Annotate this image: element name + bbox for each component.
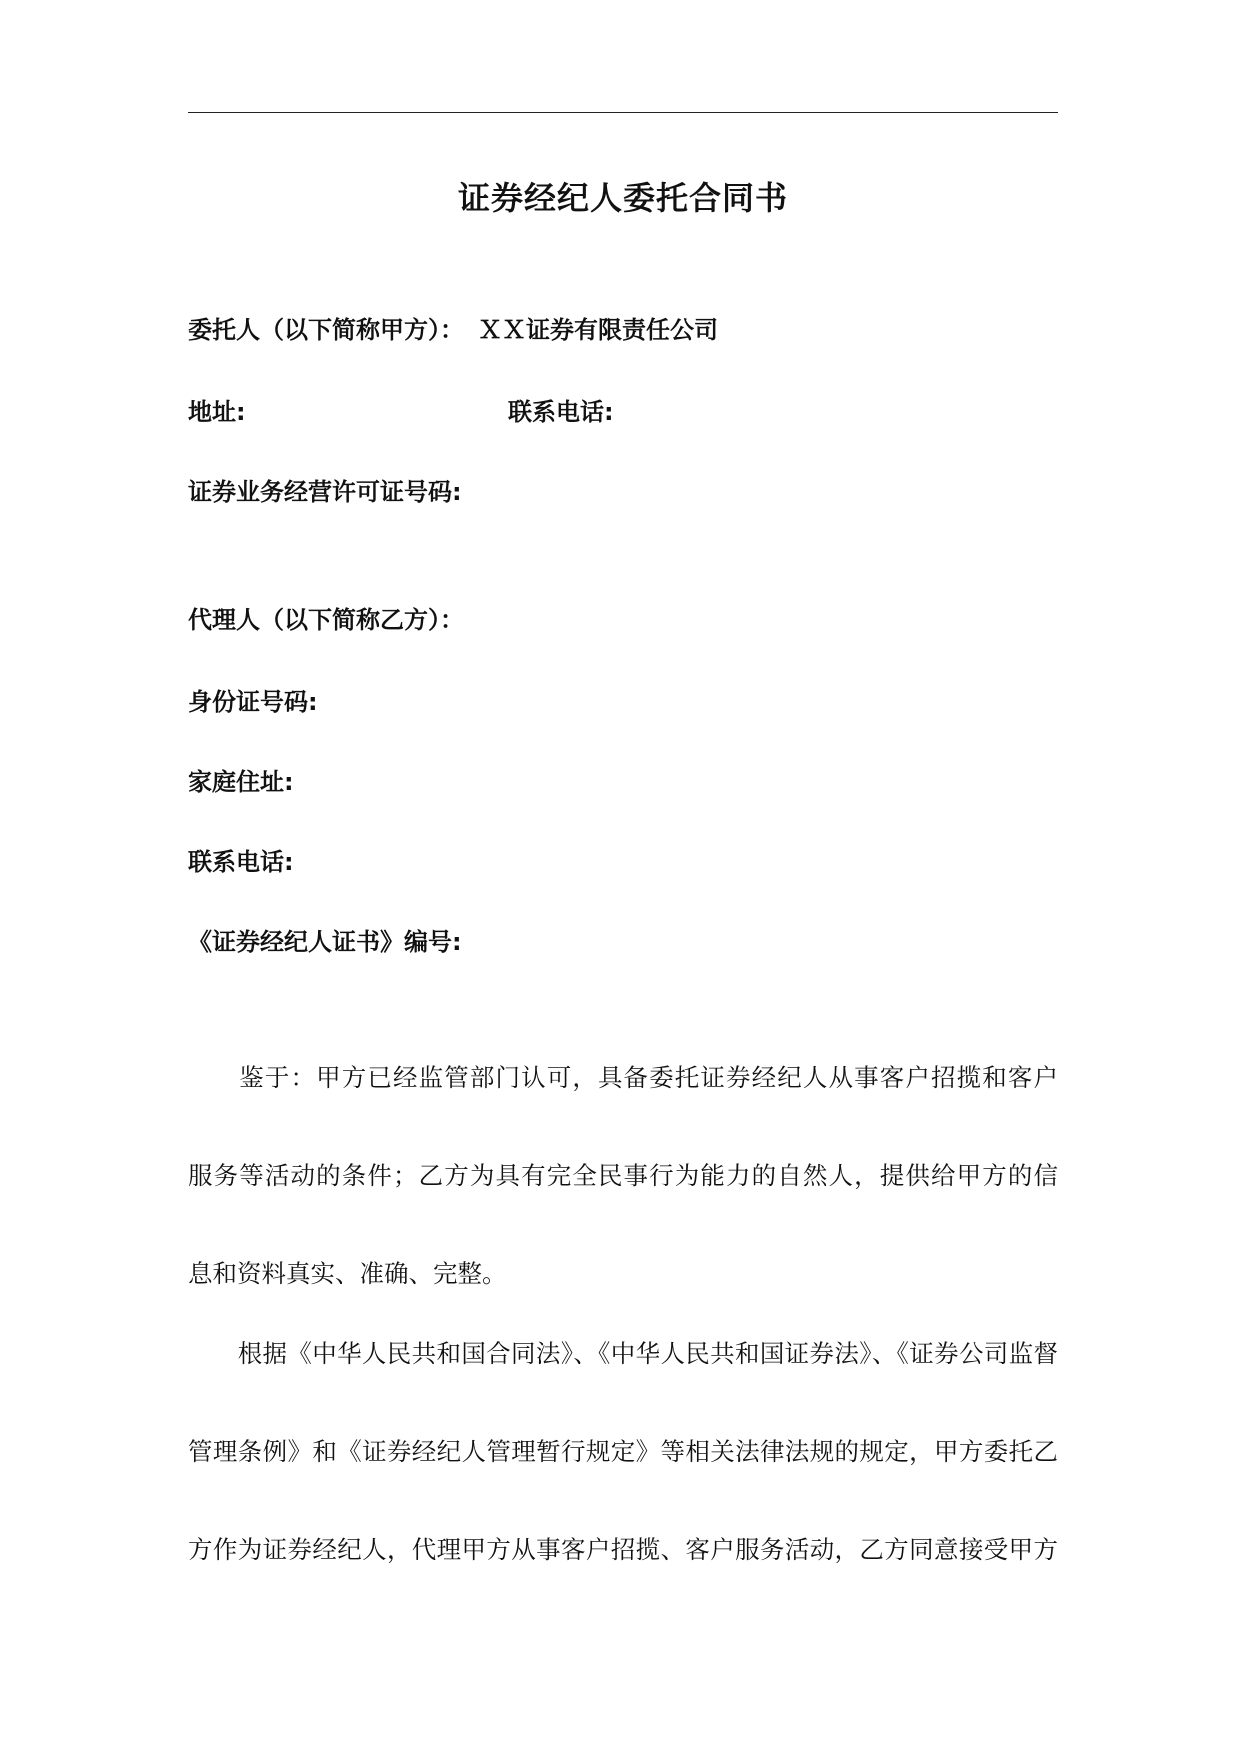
principal-phone-label: 联系电话: bbox=[508, 398, 614, 426]
id-number-label: 身份证号码: bbox=[188, 688, 318, 716]
paragraph-2-line-3: 方作为证券经纪人，代理甲方从事客户招揽、客户服务活动，乙方同意接受甲方 bbox=[188, 1535, 1058, 1564]
home-address-label: 家庭住址: bbox=[188, 768, 294, 796]
agent-phone-label: 联系电话: bbox=[188, 848, 294, 876]
header-rule bbox=[188, 112, 1058, 113]
address-label: 地址: bbox=[188, 398, 246, 426]
license-number-label: 证券业务经营许可证号码: bbox=[188, 478, 462, 506]
certificate-number-label: 《证券经纪人证书》编号: bbox=[188, 928, 462, 956]
agent-label: 代理人（以下简称乙方）： bbox=[188, 606, 464, 634]
paragraph-2-line-2: 管理条例》和《证券经纪人管理暂行规定》等相关法律法规的规定，甲方委托乙 bbox=[188, 1437, 1058, 1466]
paragraph-1-line-3: 息和资料真实、准确、完整。 bbox=[188, 1259, 507, 1288]
paragraph-2-line-1: 根据《中华人民共和国合同法》、《中华人民共和国证券法》、《证券公司监督 bbox=[188, 1339, 1058, 1368]
principal-label: 委托人（以下简称甲方）： bbox=[188, 316, 464, 344]
principal-value: ＸＸ证券有限责任公司 bbox=[478, 316, 718, 344]
paragraph-1-line-2: 服务等活动的条件；乙方为具有完全民事行为能力的自然人，提供给甲方的信 bbox=[188, 1161, 1058, 1190]
document-title: 证券经纪人委托合同书 bbox=[457, 179, 788, 217]
paragraph-1-line-1: 鉴于：甲方已经监管部门认可，具备委托证券经纪人从事客户招揽和客户 bbox=[188, 1063, 1058, 1092]
principal-line bbox=[188, 312, 718, 348]
